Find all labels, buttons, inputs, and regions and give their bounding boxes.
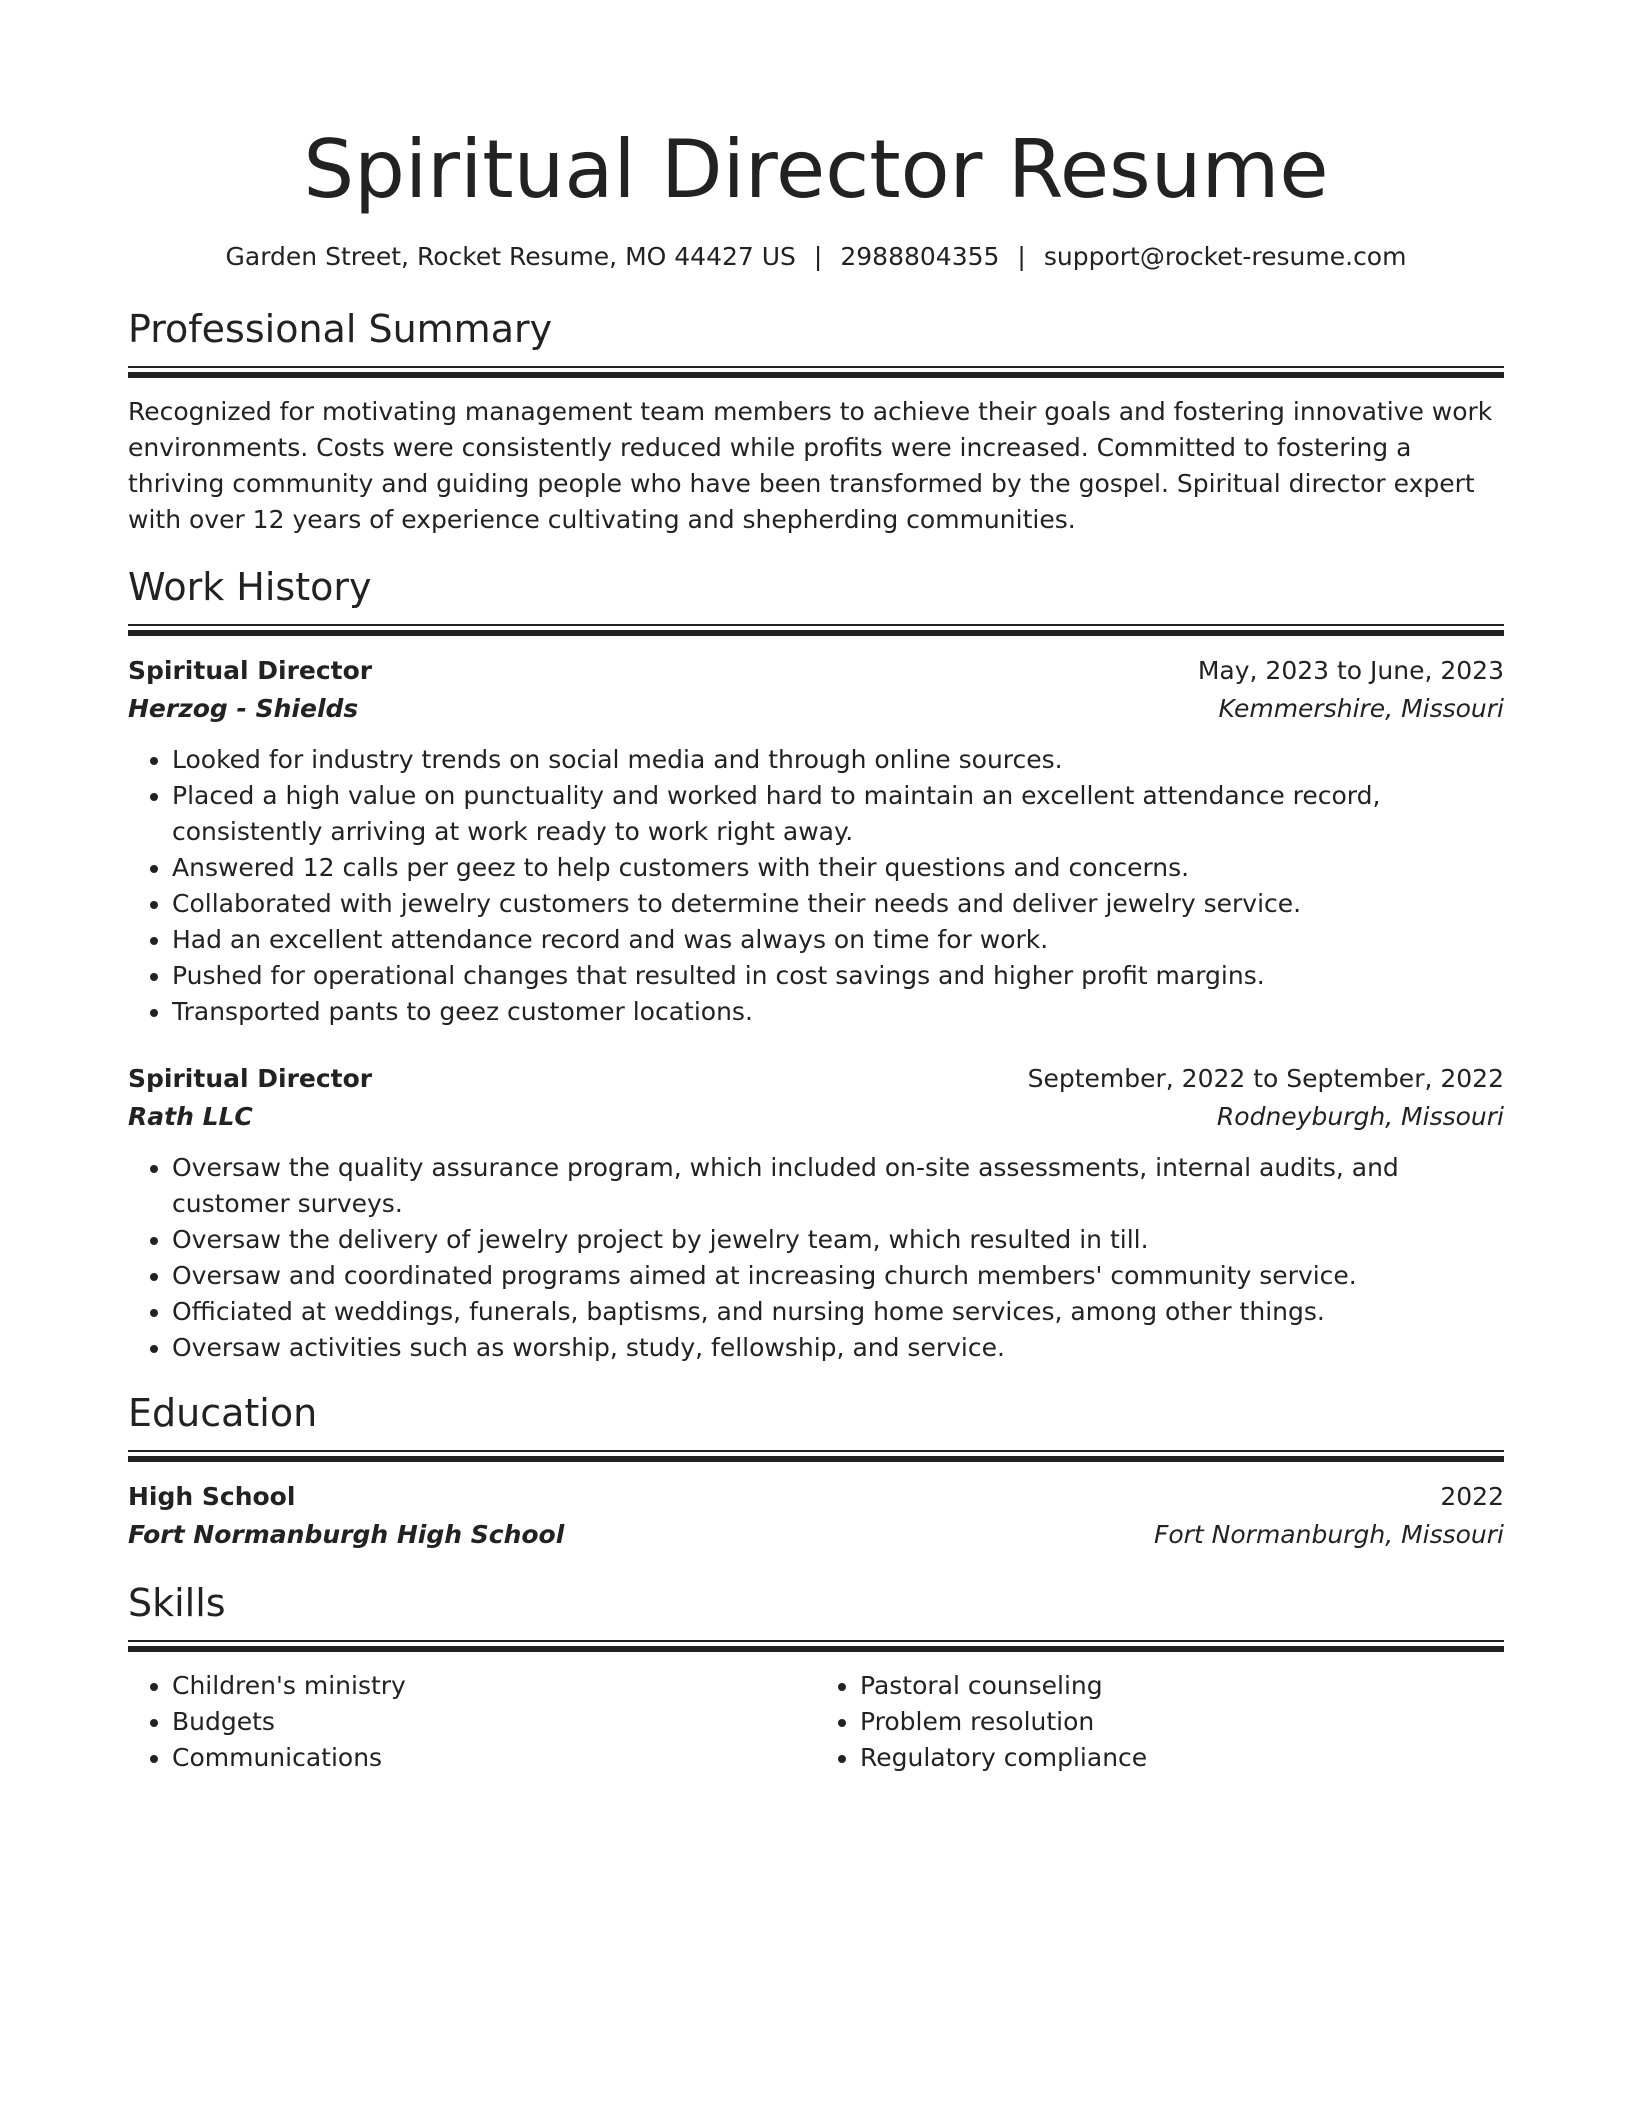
job-title: Spiritual Director [128, 1064, 373, 1093]
contact-line [128, 240, 1504, 274]
section-divider [128, 1640, 1504, 1652]
job-entry [128, 1060, 1504, 1366]
list-item: • Oversaw the quality assurance program, which included on-site assessments, internal audits, and customer surveys. [172, 1150, 1504, 1222]
list-item: • Transported pants to geez customer locations. [172, 994, 1504, 1030]
list-item: • Oversaw the delivery of jewelry project by jewelry team, which resulted in till. [172, 1222, 1504, 1258]
section-heading: Work History [128, 565, 372, 609]
job-location: Rodneyburgh, Missouri [1216, 1102, 1504, 1131]
section-heading: Education [128, 1391, 318, 1435]
list-item: • Officiated at weddings, funerals, baptisms, and nursing home services, among other things. [172, 1294, 1504, 1330]
job-dates: May, 2023 to June, 2023 [1197, 656, 1504, 685]
section-divider [128, 624, 1504, 636]
job-bullets [128, 1150, 1504, 1366]
list-item: • Pastoral counseling [860, 1668, 1504, 1704]
job-bullets [128, 742, 1504, 1030]
list-item: • Children's ministry [172, 1668, 816, 1704]
section-divider [128, 366, 1504, 378]
list-item: • Had an excellent attendance record and was always on time for work. [172, 922, 1504, 958]
contact-email: support@rocket-resume.com [1043, 242, 1407, 271]
list-item: • Placed a high value on punctuality and worked hard to maintain an excellent attendance record, consistently arriving at work ready to work right away. [172, 778, 1504, 850]
job-title: Spiritual Director [128, 656, 373, 685]
section-divider [128, 1450, 1504, 1462]
work-section [128, 562, 1504, 1366]
skills-section [128, 1578, 1504, 1776]
contact-separator: | [813, 242, 823, 271]
list-item: • Collaborated with jewelry customers to determine their needs and deliver jewelry service. [172, 886, 1504, 922]
skills-column-right [816, 1668, 1504, 1776]
contact-address: Garden Street, Rocket Resume, MO 44427 US [225, 242, 796, 271]
summary-text: Recognized for motivating management team members to achieve their goals and fostering innovative work environments. Costs were consistently reduced while profits were increased. Committed to fostering a thriving community and guiding people who have been transformed by the gospel. Spiritual director expert with over 12 years of experience cultivating and shepherding communities. [128, 397, 1493, 534]
list-item: • Regulatory compliance [860, 1740, 1504, 1776]
job-location: Kemmershire, Missouri [1218, 694, 1504, 723]
education-school: Fort Normanburgh High School [128, 1520, 565, 1549]
skills-list [128, 1668, 1504, 1776]
list-item: • Communications [172, 1740, 816, 1776]
education-section [128, 1388, 1504, 1554]
list-item: • Answered 12 calls per geez to help customers with their questions and concerns. [172, 850, 1504, 886]
list-item: • Oversaw activities such as worship, study, fellowship, and service. [172, 1330, 1504, 1366]
job-dates: September, 2022 to September, 2022 [1027, 1064, 1504, 1093]
list-item: • Looked for industry trends on social media and through online sources. [172, 742, 1504, 778]
job-company: Herzog - Shields [128, 694, 359, 723]
list-item: • Problem resolution [860, 1704, 1504, 1740]
education-degree: High School [128, 1482, 296, 1511]
list-item: • Oversaw and coordinated programs aimed at increasing church members' community service. [172, 1258, 1504, 1294]
education-location: Fort Normanburgh, Missouri [1153, 1520, 1504, 1549]
resume-title: Spiritual Director Resume [303, 123, 1329, 216]
job-entry [128, 652, 1504, 1030]
education-year: 2022 [1440, 1482, 1504, 1511]
summary-section [128, 304, 1504, 538]
contact-separator: | [1017, 242, 1026, 271]
list-item: • Budgets [172, 1704, 816, 1740]
list-item: • Pushed for operational changes that resulted in cost savings and higher profit margins. [172, 958, 1504, 994]
section-heading: Skills [128, 1581, 226, 1625]
job-company: Rath LLC [128, 1102, 253, 1131]
section-heading: Professional Summary [128, 307, 553, 351]
skills-column-left [128, 1668, 816, 1776]
contact-phone: 2988804355 [840, 242, 1000, 271]
